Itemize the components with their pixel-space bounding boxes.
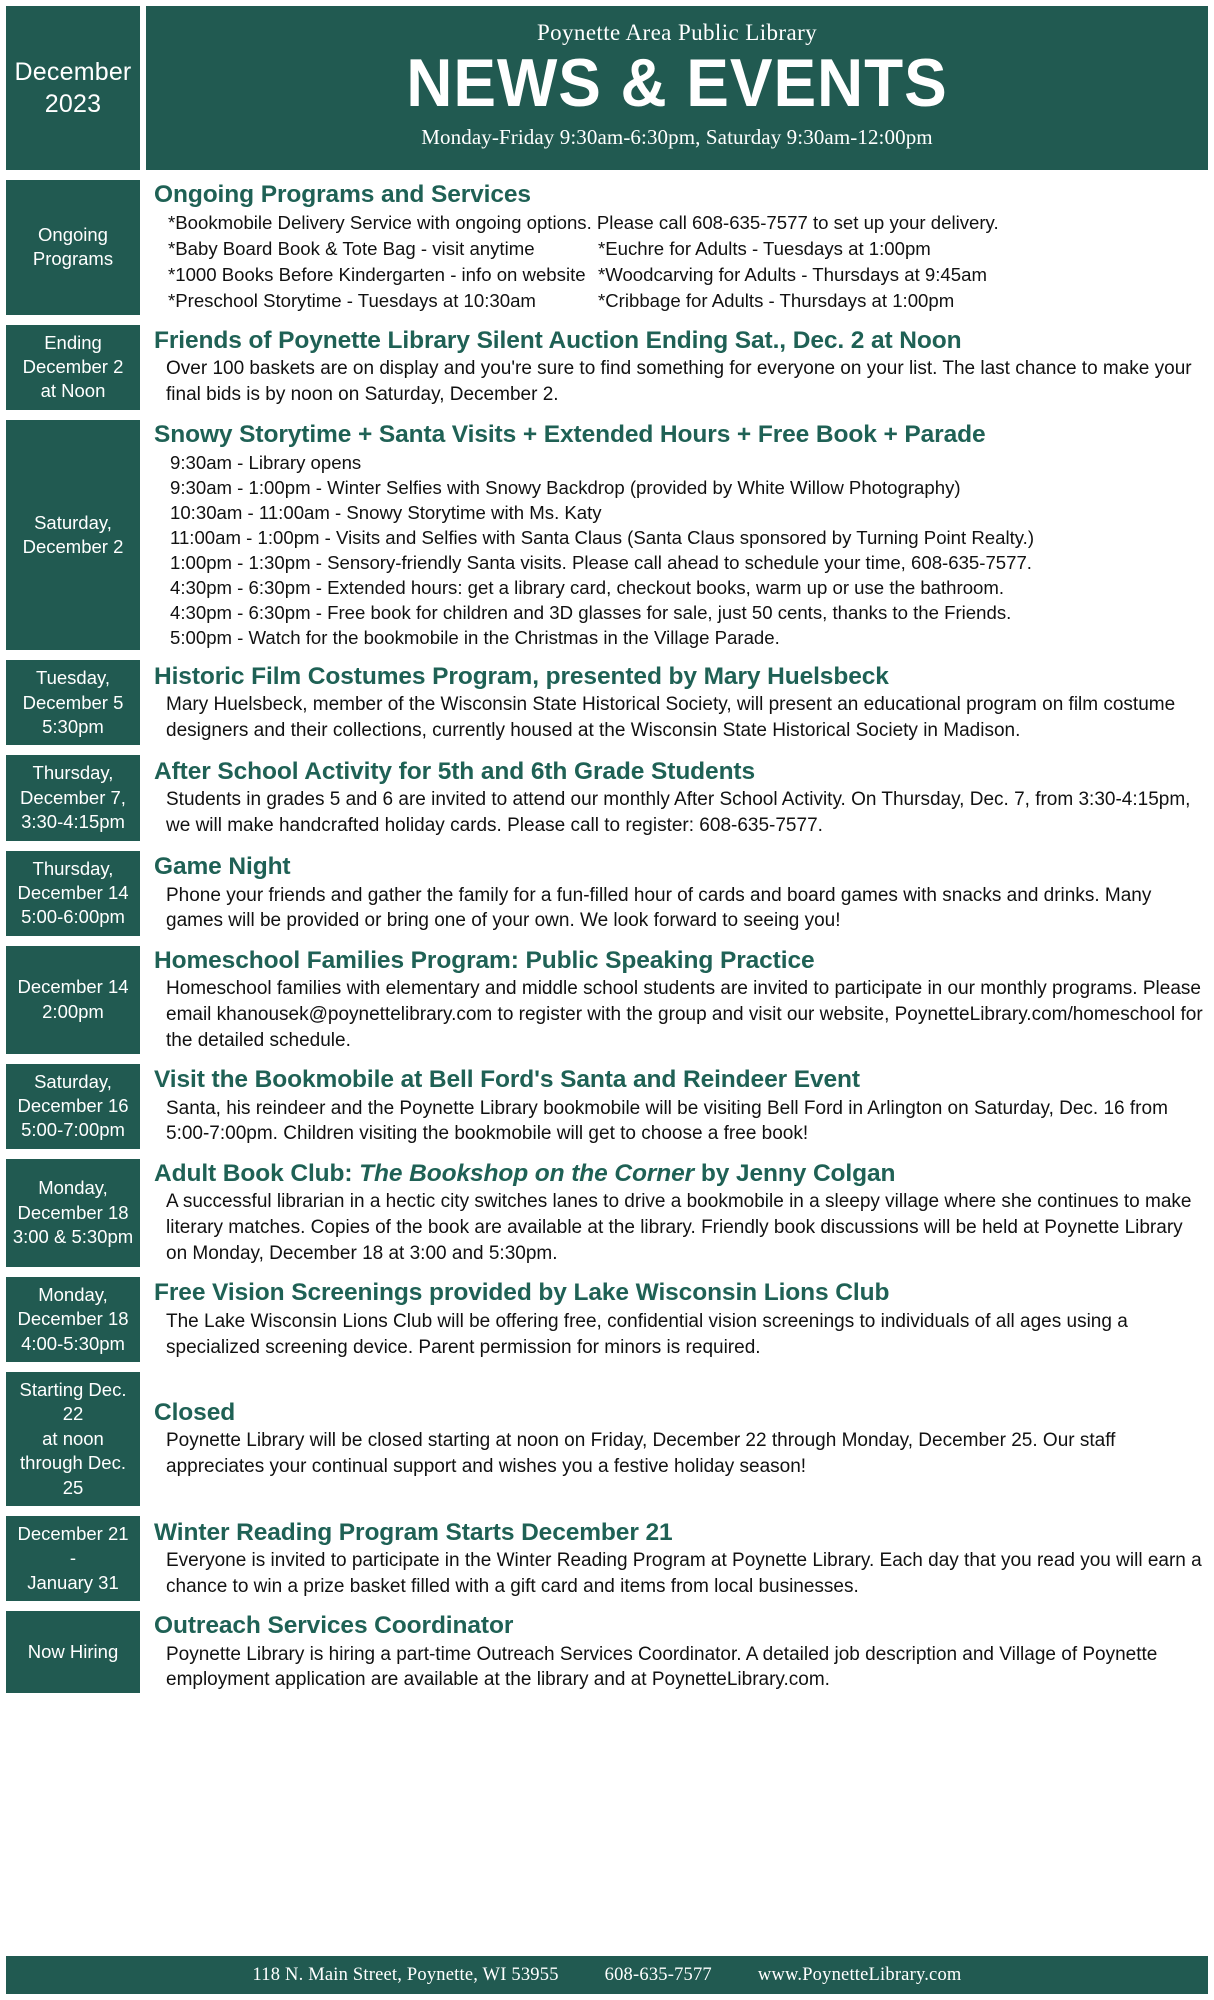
entry-row [6,1064,1208,1149]
entry-body [146,1516,1208,1601]
schedule-line: 4:30pm - 6:30pm - Extended hours: get a library card, checkout books, warm up or use the bathroom. [170,577,1005,599]
entry-title: Snowy Storytime + Santa Visits + Extended Hours + Free Book + Parade [154,420,986,448]
entry-date-line: Ending [44,331,102,353]
page-title: NEWS & EVENTS [406,45,948,122]
entry-date-line: December 7, [20,786,126,808]
masthead [0,0,1214,170]
entry-date-line: Monday, [38,1177,108,1199]
entry-title: Historic Film Costumes Program, presented by Mary Huelsbeck [154,662,889,690]
entry-title: Friends of Poynette Library Silent Auction Ending Sat., Dec. 2 at Noon [154,327,962,355]
entry-row [6,851,1208,936]
schedule-line: 10:30am - 11:00am - Snowy Storytime with Ms. Katy [170,502,602,524]
ongoing-program-grid [154,236,1206,314]
masthead-date-block [6,6,140,170]
entry-date-badge [6,180,140,315]
entry-body [146,1611,1208,1693]
entry-date-line: 4:00-5:30pm [21,1332,125,1354]
entry-date-line: 5:00-6:00pm [21,906,125,928]
entry-date-line: Monday, [38,1283,108,1305]
entry-description: Phone your friends and gather the family for a fun-filled hour of cards and board games with snacks and drinks. Many games will be provided or bring one of your own. We look forward to seeing you! [166,884,1152,932]
entry-date-line: through Dec. 25 [20,1452,126,1498]
schedule-line-list [154,450,1206,650]
entry-body [146,420,1208,650]
entry-body [146,180,1208,315]
entry-description: The Lake Wisconsin Lions Club will be offering free, confidential vision screenings to individuals of all ages using a specialized screening device. Parent permission for minors is required. [166,1310,1128,1358]
entry-date-badge [6,1159,140,1267]
entry-body [146,325,1208,410]
ongoing-program-item: *Baby Board Book & Tote Bag - visit anytime [168,238,535,260]
entry-title-booktitle: The Bookshop on the Corner [359,1159,695,1187]
entry-description: Over 100 baskets are on display and you're sure to find something for everyone on your list. The last chance to make your final bids is by noon on Saturday, December 2. [166,358,1192,406]
entry-date-line: Thursday, [32,857,114,879]
entry-title-prefix: Adult Book Club: [154,1159,360,1187]
entry-title: Winter Reading Program Starts December 21 [154,1518,673,1546]
entry-row [6,1516,1208,1601]
entry-body [146,851,1208,936]
schedule-line: 1:00pm - 1:30pm - Sensory-friendly Santa visits. Please call ahead to schedule your time, 608-635-7577. [170,552,1032,574]
entry-date-line: 5:00-7:00pm [21,1119,125,1141]
entry-date-line: at Noon [40,380,106,402]
entry-date-line: December 21 [17,1523,129,1544]
entry-date-line: at noon [42,1427,104,1449]
entry-list [0,170,1214,1946]
entry-title [154,1159,1206,1188]
entry-date-line: Saturday, [34,1070,112,1092]
entry-date-line: Saturday, [34,511,112,533]
entry-date-badge [6,1277,140,1362]
schedule-line: 9:30am - Library opens [170,452,362,474]
entry-row [6,1611,1208,1693]
entry-row [6,1372,1208,1506]
entry-date-badge [6,946,140,1054]
entry-title: Homeschool Families Program: Public Speaking Practice [154,946,815,974]
entry-title: Visit the Bookmobile at Bell Ford's Santa and Reindeer Event [154,1066,860,1094]
masthead-year: 2023 [44,90,102,118]
entry-date-line: January 31 [27,1571,119,1593]
entry-date-line: December 14 [17,976,129,998]
entry-date-badge [6,851,140,936]
entry-row [6,1159,1208,1267]
entry-body [146,1372,1208,1506]
library-name: Poynette Area Public Library [536,20,818,46]
entry-body [146,1277,1208,1362]
entry-row [6,755,1208,840]
entry-title-suffix: by Jenny Colgan [694,1159,896,1187]
entry-date-line: 3:30-4:15pm [21,811,125,833]
schedule-line: 11:00am - 1:00pm - Visits and Selfies with Santa Claus (Santa Claus sponsored by Turning Point Realty.) [170,527,1035,549]
entry-date-badge [6,325,140,410]
ongoing-program-item: *Woodcarving for Adults - Thursdays at 9:45am [598,264,987,286]
entry-description: Poynette Library will be closed starting at noon on Friday, December 22 through Monday, December 25. Our staff appreciates your continual support and wishes you a festive holiday season! [166,1430,1116,1478]
entry-row [6,946,1208,1054]
masthead-month: December [14,58,132,86]
ongoing-program-item: *Euchre for Adults - Tuesdays at 1:00pm [598,238,931,260]
entry-body [146,660,1208,745]
masthead-title-block [146,6,1208,170]
schedule-line: 9:30am - 1:00pm - Winter Selfies with Snowy Backdrop (provided by White Willow Photography) [170,477,961,499]
entry-date-badge [6,1372,140,1506]
entry-title: Game Night [154,853,291,881]
library-hours: Monday-Friday 9:30am-6:30pm, Saturday 9:30am-12:00pm [421,124,933,149]
entry-date-badge [6,420,140,650]
entry-date-line: Tuesday, [35,667,111,689]
entry-body [146,946,1208,1054]
entry-row [6,1277,1208,1362]
entry-date-line: December 18 [17,1308,129,1330]
ongoing-program-item: *1000 Books Before Kindergarten - info on website [168,264,586,286]
entry-description: Poynette Library is hiring a part-time Outreach Services Coordinator. A detailed job description and Village of Poynette employment application are available at the library and at PoynetteLibrary.com. [166,1643,1158,1691]
entry-date-line: December 18 [17,1201,129,1223]
ongoing-program-item: *Cribbage for Adults - Thursdays at 1:00pm [598,290,955,312]
entry-date-line: 3:00 & 5:30pm [12,1226,134,1248]
entry-row [6,180,1208,315]
entry-description: Santa, his reindeer and the Poynette Library bookmobile will be visiting Bell Ford in Arlington on Saturday, Dec. 16 from 5:00-7:00pm. Children visiting the bookmobile will get to choose a free book! [166,1097,1168,1145]
entry-description: Mary Huelsbeck, member of the Wisconsin State Historical Society, will present an educational program on film costume designers and their collections, currently housed at the Wisconsin State Historical Society in Madison. [166,694,1176,741]
entry-title: After School Activity for 5th and 6th Grade Students [154,757,756,785]
entry-title: Ongoing Programs and Services [154,181,531,208]
entry-date-line: Now Hiring [27,1641,119,1663]
entry-date-badge [6,660,140,745]
entry-description: Everyone is invited to participate in the Winter Reading Program at Poynette Library. Each day that you read you will earn a chance to win a prize basket filled with a gift card and items from local businesses. [166,1549,1202,1597]
entry-title: Outreach Services Coordinator [154,1612,514,1640]
footer-address: 118 N. Main Street, Poynette, WI 53955 [252,1964,559,1985]
entry-body [146,755,1208,840]
entry-date-line: Thursday, [32,762,114,784]
entry-body [146,1064,1208,1149]
entry-body [146,1159,1208,1267]
entry-date-line: Starting Dec. 22 [19,1378,127,1425]
schedule-line: 5:00pm - Watch for the bookmobile in the Christmas in the Village Parade. [170,627,780,649]
footer-phone: 608-635-7577 [604,1964,712,1985]
entry-date-line: December 5 [22,691,124,713]
ongoing-delivery-line: *Bookmobile Delivery Service with ongoing options. Please call 608-635-7577 to set up your delivery. [168,212,999,234]
entry-row [6,660,1208,745]
footer-website: www.PoynetteLibrary.com [757,1964,962,1985]
entry-description: Students in grades 5 and 6 are invited to attend our monthly After School Activity. On Thursday, Dec. 7, from 3:30-4:15pm, we will make handcrafted holiday cards. Please call to register: 608-635-7577. [166,789,1191,837]
entry-date-line: Ongoing [38,223,108,245]
entry-date-badge [6,1064,140,1149]
entry-row [6,420,1208,650]
schedule-line: 4:30pm - 6:30pm - Free book for children and 3D glasses for sale, just 50 cents, thanks to the Friends. [170,602,1012,624]
entry-title: Free Vision Screenings provided by Lake Wisconsin Lions Club [154,1279,890,1307]
entry-date-line: - [69,1547,77,1569]
entry-description: A successful librarian in a hectic city switches lanes to drive a bookmobile in a sleepy village where she continues to make literary matches. Copies of the book are available at the library. Friendly book discussions will be held at Poynette Library on Monday, December 18 at 3:00 and 5:30pm. [166,1191,1192,1264]
entry-date-line: December 2 [22,355,124,377]
ongoing-program-item: *Preschool Storytime - Tuesdays at 10:30am [168,290,536,312]
entry-title: Closed [154,1398,236,1426]
entry-date-badge [6,1516,140,1601]
entry-date-badge [6,755,140,840]
entry-date-line: December 2 [22,535,124,557]
entry-date-line: Programs [32,248,114,270]
entry-date-badge [6,1611,140,1693]
entry-date-line: 5:30pm [42,715,104,737]
footer [6,1956,1208,1994]
entry-description: Homeschool families with elementary and middle school students are invited to participate in our monthly programs. Please email khanousek@poynettelibrary.com to register with the group and visit our website, PoynetteLibrary.com/homeschool for the detailed schedule. [166,978,1203,1051]
entry-row [6,325,1208,410]
entry-date-line: December 14 [17,881,129,903]
entry-date-line: 2:00pm [42,1000,104,1022]
entry-date-line: December 16 [17,1095,129,1117]
